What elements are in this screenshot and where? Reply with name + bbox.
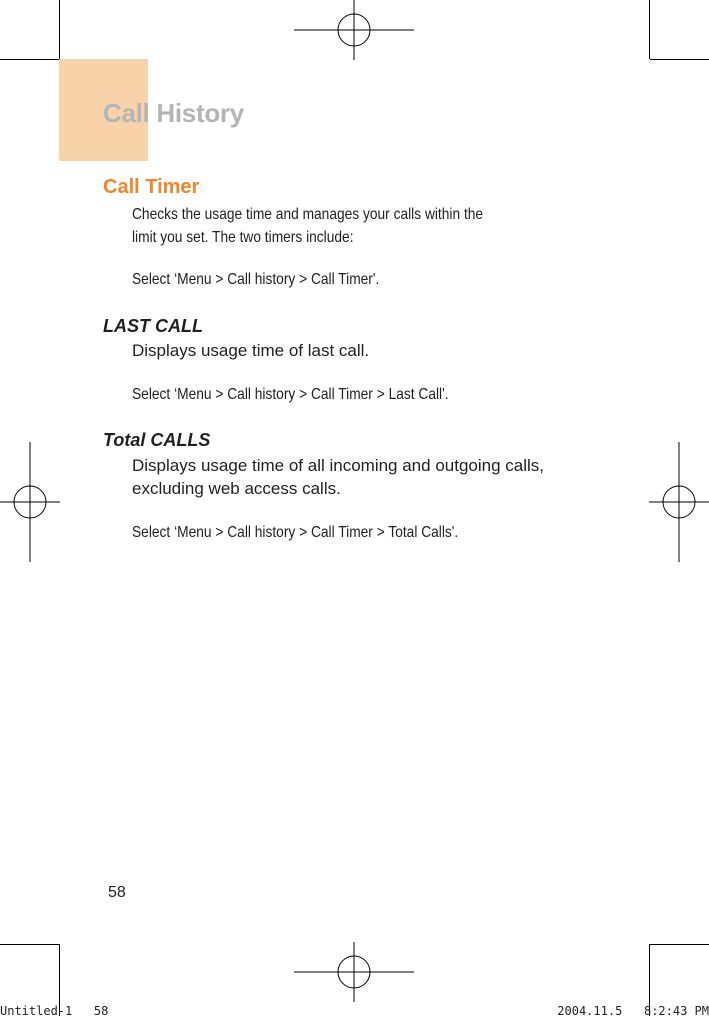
print-slug-right: 2004.11.5 8:2:43 PM xyxy=(557,1004,709,1018)
crop-mark xyxy=(59,0,60,59)
registration-mark-left xyxy=(0,442,60,562)
chapter-title: Call History xyxy=(103,98,244,128)
subsection-menu-path: Select ‘Menu > Call history > Call Timer > Last Call'. xyxy=(132,386,449,403)
section-description-line: limit you set. The two timers include: xyxy=(132,229,354,246)
section-description-line: Checks the usage time and manages your calls within the xyxy=(132,206,484,223)
section-title: Call Timer xyxy=(103,176,200,198)
subsection-description-line: Displays usage time of last call. xyxy=(132,341,370,360)
crop-mark xyxy=(649,0,650,59)
registration-mark-right xyxy=(649,442,709,562)
print-slug-left: Untitled-1 58 xyxy=(0,1004,109,1018)
page-number: 58 xyxy=(108,884,126,901)
subsection-description-line: Displays usage time of all incoming and outgoing calls, xyxy=(132,456,545,475)
crop-mark xyxy=(650,944,709,945)
subsection-title-last-call: LAST CALL xyxy=(103,316,203,336)
subsection-title-total-calls: Total CALLS xyxy=(103,430,211,450)
section-menu-path: Select ‘Menu > Call history > Call Timer'. xyxy=(132,271,380,288)
crop-mark xyxy=(0,59,59,60)
subsection-menu-path: Select ‘Menu > Call history > Call Timer > Total Calls'. xyxy=(132,524,459,541)
crop-mark xyxy=(650,59,709,60)
crop-mark xyxy=(0,944,59,945)
registration-mark-bottom xyxy=(294,942,414,1002)
registration-mark-top xyxy=(294,0,414,60)
subsection-description-line: excluding web access calls. xyxy=(132,479,341,498)
